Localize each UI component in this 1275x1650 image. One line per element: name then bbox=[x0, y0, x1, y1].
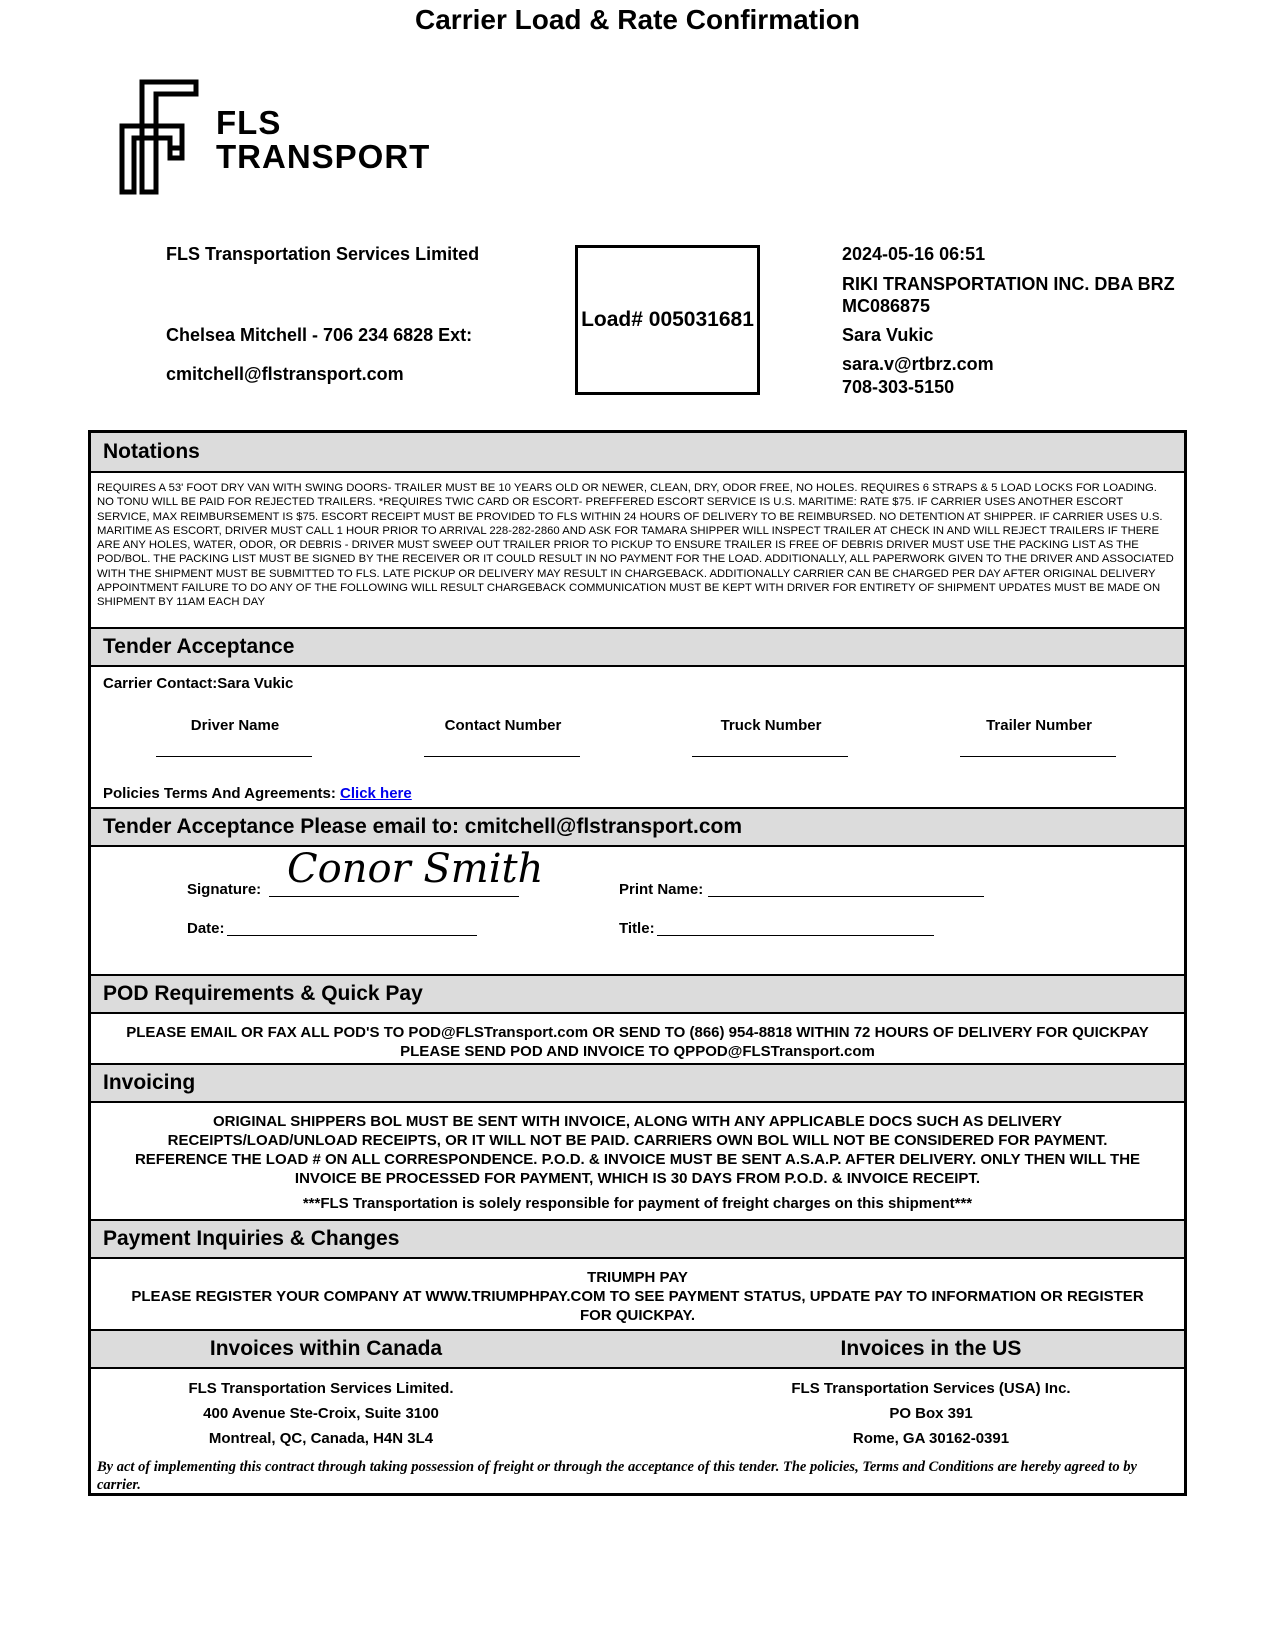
payment-heading: Payment Inquiries & Changes bbox=[91, 1219, 1184, 1259]
us-address-line: Rome, GA 30162-0391 bbox=[852, 1430, 1010, 1447]
canada-address-line: Montreal, QC, Canada, H4N 3L4 bbox=[208, 1430, 434, 1447]
logo-text-line1: FLS bbox=[216, 104, 282, 141]
invoices-heading-bar bbox=[91, 1329, 1184, 1369]
carrier-block bbox=[842, 273, 1175, 317]
pod-line2: PLEASE SEND POD AND INVOICE TO QPPOD@FLSTransport.com bbox=[400, 1043, 875, 1060]
contact-number-field[interactable] bbox=[424, 756, 580, 757]
canada-address bbox=[131, 1376, 511, 1451]
driver-name-label: Driver Name bbox=[190, 717, 280, 734]
load-number-box bbox=[575, 245, 760, 395]
us-heading: Invoices in the US bbox=[840, 1337, 1022, 1360]
carrier-contact-block bbox=[842, 353, 994, 399]
invoicing-note: ***FLS Transportation is solely responsible for payment of freight charges on this shipment*** bbox=[302, 1195, 973, 1212]
print-name-label: Print Name: bbox=[619, 881, 704, 898]
signature-value: Conor Smith bbox=[287, 846, 544, 892]
print-name-field[interactable] bbox=[708, 896, 984, 897]
contact-number-label: Contact Number bbox=[444, 717, 562, 734]
invoicing-line4: INVOICE BE PROCESSED FOR PAYMENT, WHICH IS 30 DAYS FROM P.O.D. & INVOICE RECEIPT. bbox=[294, 1170, 981, 1187]
broker-email: cmitchell@flstransport.com bbox=[166, 364, 404, 384]
policies-row bbox=[103, 785, 412, 802]
carrier-mc: MC086875 bbox=[842, 296, 931, 316]
truck-number-field[interactable] bbox=[692, 756, 848, 757]
confirmation-frame bbox=[88, 430, 1187, 1496]
canada-address-line: FLS Transportation Services Limited. bbox=[188, 1380, 454, 1397]
datetime: 2024-05-16 06:51 bbox=[842, 244, 986, 264]
date-field[interactable] bbox=[227, 935, 477, 936]
payment-line3: FOR QUICKPAY. bbox=[579, 1307, 696, 1324]
date-label: Date: bbox=[187, 920, 225, 937]
pod-heading: POD Requirements & Quick Pay bbox=[91, 974, 1184, 1014]
title-label: Title: bbox=[619, 920, 655, 937]
broker-company: FLS Transportation Services Limited bbox=[166, 244, 480, 264]
canada-heading: Invoices within Canada bbox=[209, 1337, 443, 1360]
driver-name-field[interactable] bbox=[156, 756, 312, 757]
truck-number-label: Truck Number bbox=[720, 717, 822, 734]
us-address-line: FLS Transportation Services (USA) Inc. bbox=[791, 1380, 1071, 1397]
notations-text: REQUIRES A 53' FOOT DRY VAN WITH SWING DOORS- TRAILER MUST BE 10 YEARS OLD OR NEWER, CLEAN, DRY, ODOR FREE, NO HOLES. REQUIRES 6 STRAPS & 5 LOAD LOCKS FOR LOADING. NO TONU WILL BE PAID FOR REJECTED TRAILERS. *REQUIRES TWIC CARD OR ESCORT- PREFFERED ESCORT SERVICE IS U.S. MARITIME: RATE $75. IF CARRIER USES ANOTHER ESCORT SERVICE, MAX REIMBURSEMENT IS $75. ESCORT RECEIPT MUST BE PROVIDED TO FLS WITHIN 24 HOURS OF DELIVERY TO BE REIMBURSED. NO DETENTION AT SHIPPER. IF CARRIER USES U.S. MARITIME AS ESCORT, DRIVER MUST CALL 1 HOUR PRIOR TO ARRIVAL 228-282-2860 AND ASK FOR TAMARA SHIPPER WILL INSPECT TRAILER AT CHECK IN AND WILL REJECT TRAILERS IF THERE ARE ANY HOLES, WATER, ODOR, OR DEBRIS - DRIVER MUST SWEEP OUT TRAILER PRIOR TO PICKUP TO ENSURE TRAILER IS FREE OF DEBRIS DRIVER MUST USE THE PACKING LIST AS THE POD/BOL. THE PACKING LIST MUST BE SIGNED BY THE RECEIVER OR IT COULD RESULT IN NO PAYMENT FOR THE LOAD. ADDITIONALLY, ALL PAPERWORK GIVEN TO THE DRIVER AND ASSOCIATED WITH THE SHIPMENT MUST BE SUBMITTED TO FLS. LATE PICKUP OR DELIVERY MAY RESULT IN CHARGEBACK. ADDITIONALLY CARRIER CAN BE CHARGED PER DAY AFTER ORIGINAL DELIVERY APPOINTMENT FAILURE TO DO ANY OF THE FOLLOWING WILL RESULT CHARGEBACK COMMUNICATION MUST BE KEPT WITH DRIVER FOR ENTIRETY OF SHIPMENT UPDATES MUST BE MADE ON SHIPMENT BY 11AM EACH DAY bbox=[97, 482, 1174, 609]
title-field[interactable] bbox=[657, 935, 934, 936]
broker-contact: Chelsea Mitchell - 706 234 6828 Ext: bbox=[166, 325, 473, 345]
invoicing-line2: RECEIPTS/LOAD/UNLOAD RECEIPTS, OR IT WILL NOT BE PAID. CARRIERS OWN BOL WILL NOT BE CONSIDERED FOR PAYMENT. bbox=[167, 1132, 1108, 1149]
tender-heading: Tender Acceptance bbox=[91, 627, 1184, 667]
carrier-contact: Sara Vukic bbox=[842, 325, 934, 345]
signature-label: Signature: bbox=[187, 881, 262, 898]
policies-label: Policies Terms And Agreements: bbox=[103, 785, 336, 802]
carrier-phone: 708-303-5150 bbox=[842, 377, 955, 397]
canada-address-line: 400 Avenue Ste-Croix, Suite 3100 bbox=[203, 1405, 439, 1422]
pod-line1: PLEASE EMAIL OR FAX ALL POD'S TO POD@FLSTransport.com OR SEND TO (866) 954-8818 WITHIN 72 HOURS OF DELIVERY FOR QUICKPAY bbox=[126, 1024, 1149, 1041]
carrier-name: RIKI TRANSPORTATION INC. DBA BRZ bbox=[842, 274, 1175, 294]
invoicing-line1: ORIGINAL SHIPPERS BOL MUST BE SENT WITH INVOICE, ALONG WITH ANY APPLICABLE DOCS SUCH AS DELIVERY bbox=[213, 1113, 1062, 1130]
logo-text-line2: TRANSPORT bbox=[216, 138, 431, 175]
invoicing-line3: REFERENCE THE LOAD # ON ALL CORRESPONDENCE. P.O.D. & INVOICE MUST BE SENT A.S.A.P. AFTER DELIVERY. ONLY THEN WILL THE bbox=[134, 1151, 1141, 1168]
policies-link[interactable]: Click here bbox=[340, 785, 412, 802]
trailer-number-field[interactable] bbox=[960, 756, 1116, 757]
footer-terms: By act of implementing this contract through taking possession of freight or through the acceptance of this tender. The policies, Terms and Conditions are hereby agreed to by carrier. bbox=[97, 1459, 1137, 1493]
carrier-email: sara.v@rtbrz.com bbox=[842, 354, 994, 374]
us-address bbox=[731, 1376, 1131, 1451]
us-address-line: PO Box 391 bbox=[889, 1405, 973, 1422]
trailer-number-label: Trailer Number bbox=[986, 717, 1092, 734]
page-title: Carrier Load & Rate Confirmation bbox=[415, 4, 860, 35]
carrier-contact-line: Carrier Contact:Sara Vukic bbox=[103, 675, 294, 692]
invoicing-heading: Invoicing bbox=[91, 1063, 1184, 1103]
payment-line1: TRIUMPH PAY bbox=[587, 1269, 688, 1286]
signature-heading: Tender Acceptance Please email to: cmitchell@flstransport.com bbox=[91, 807, 1184, 847]
signature-field[interactable] bbox=[269, 896, 519, 897]
notations-heading: Notations bbox=[91, 433, 1184, 473]
logo-text bbox=[216, 106, 430, 174]
payment-line2: PLEASE REGISTER YOUR COMPANY AT WWW.TRIUMPHPAY.COM TO SEE PAYMENT STATUS, UPDATE PAY TO INFORMATION OR REGISTER bbox=[131, 1288, 1144, 1305]
load-number: Load# 005031681 bbox=[581, 308, 754, 331]
